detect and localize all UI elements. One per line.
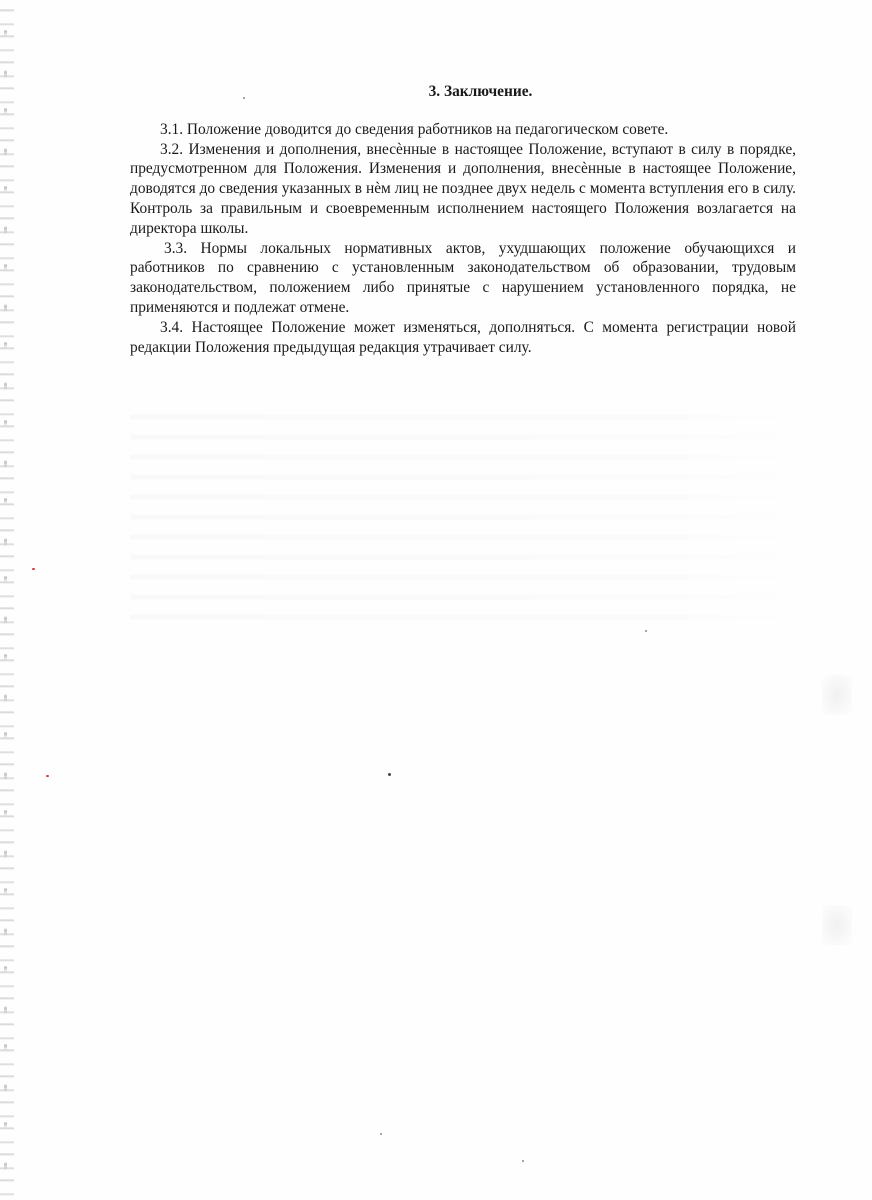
scan-smudge: [822, 905, 852, 945]
scan-speck: [522, 1160, 524, 1162]
scan-speck-red: [46, 775, 49, 777]
document-body: [130, 82, 796, 357]
paragraph-3-4: 3.4. Настоящее Положение может изменяться, дополняться. С момента регистрации новой редакции Положения предыдущая редакция утрачивает силу.: [130, 318, 796, 356]
paragraph-3-3: 3.3. Нормы локальных нормативных актов, ухудшающих положение обучающихся и работников по сравнению с установленным законодательством об образовании, трудовым законодательством, положением либо принятые с нарушением установленного порядка, не применяются и подлежат отмене.: [130, 239, 796, 316]
scan-speck: [243, 97, 245, 99]
scan-speck: [388, 773, 391, 776]
scan-speck: [645, 630, 647, 632]
paragraph-3-2: 3.2. Изменения и дополнения, внесѐнные в настоящее Положение, вступают в силу в порядке, предусмотренном для Положения. Изменения и дополнения, внесѐнные в настоящее Положение, доводятся до сведения указанных в нѐм лиц не позднее двух недель с момента вступления его в силу. Контроль за правильным и своевременным исполнением настоящего Положения возлагается на директора школы.: [130, 140, 796, 237]
scan-edge-noise: [0, 0, 14, 1200]
paragraph-3-1: 3.1. Положение доводится до сведения работников на педагогическом совете.: [160, 120, 669, 138]
section-title: 3. Заключение.: [428, 83, 533, 100]
scan-speck: [380, 1133, 382, 1135]
reverse-side-bleed-through: [130, 400, 800, 630]
scan-smudge: [822, 675, 852, 715]
scan-speck-red: [32, 568, 35, 570]
